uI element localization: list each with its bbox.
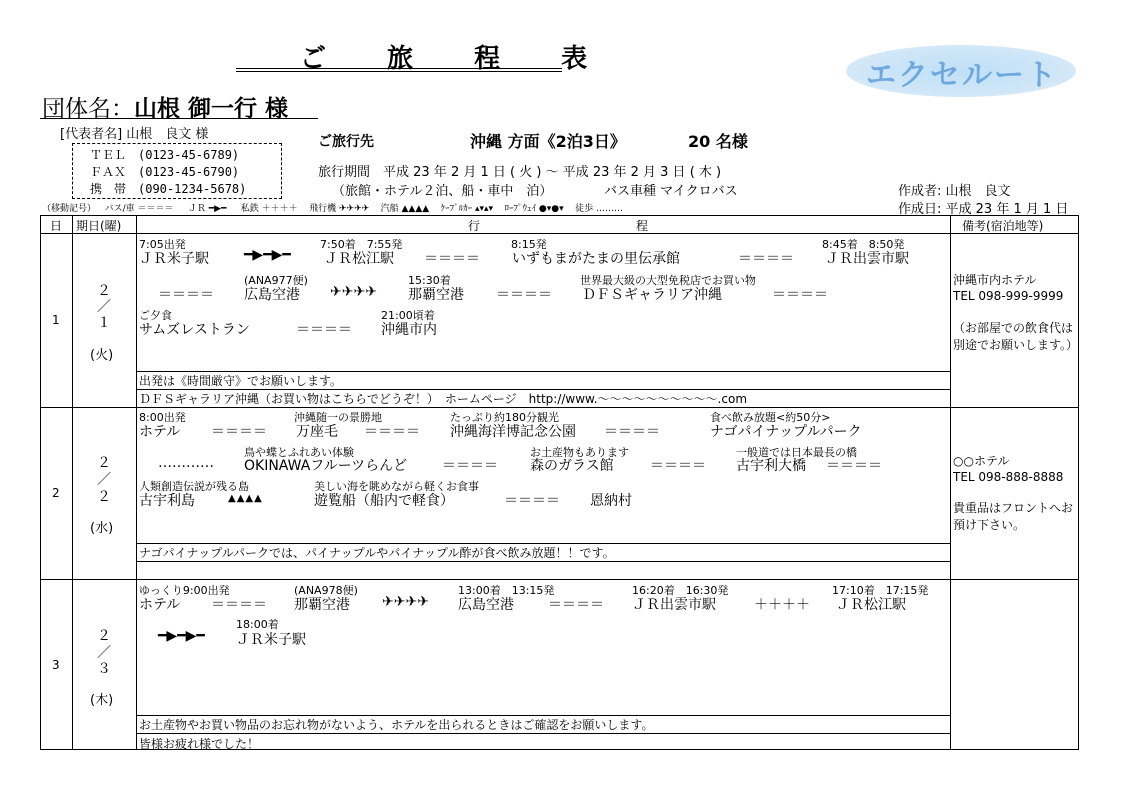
d3-t4: 16:20着 16:30発 [632,584,729,597]
d3-r1f: ＝＝＝＝ [548,597,604,613]
contact-fax: ＦＡＸ (0123-45-6790) [90,165,240,179]
d1-r3a: サムズレストラン [139,322,250,338]
rep-label: [代表者名] [60,127,123,142]
d2-r2e: ＝＝＝＝ [650,458,706,474]
d2-tel: TEL 098-888-8888 [953,470,1064,484]
ship-icon: ▲▲▲▲ [228,493,263,504]
d3-r2a: ＪＲ米子駅 [236,632,306,648]
day1-weekday: (火) [90,348,114,363]
d2-r2g: ＝＝＝＝ [826,458,882,474]
contact-tel: ＴＥＬ (0123-45-6789) [90,148,240,162]
d2-remark: 貴重品はフロントへお預け下さい。 [953,501,1074,532]
d1-tel: TEL 098-999-9999 [953,289,1064,303]
day1-num: 1 [52,313,60,327]
group-value: 山根 御一行 様 [134,96,289,122]
destination-value: 沖縄 方面《2泊3日》 [470,132,626,151]
header-notes: 備考(宿泊地等) [962,219,1044,233]
d1-note1: 出発は《時間厳守》でお願いします。 [139,374,343,388]
d2-r1b: ＝＝＝＝ [211,424,267,440]
day2-slash: ／ [97,472,111,488]
legend-jr: ＪＲ [187,204,206,214]
d2-r1e: 沖縄海洋博記念公園 [450,424,576,440]
day2-day: ２ [97,489,111,505]
title-underline [236,68,562,69]
d2-t4: 食べ飲み放題<約50分> [710,411,831,424]
d2-r1d: ＝＝＝＝ [364,424,420,440]
d1-remark: （お部屋での飲食代は別途でお願いします。） [953,321,1079,352]
d2-r2f: 古宇利大橋 [736,458,806,474]
contact-mobile: 携 帯 (090-1234-5678) [90,182,247,196]
plane-icon: ✈✈✈✈ [330,284,377,300]
d1-t9: 21:00頃着 [381,309,435,322]
day1-slash: ／ [97,299,111,315]
legend-cable: ｹｰﾌﾞﾙｶｰ [440,204,473,214]
d1-t1: 7:05出発 [139,238,186,251]
d3-t3: 13:00着 13:15発 [458,584,555,597]
d1-r1f: ＪＲ出雲市駅 [825,251,909,267]
created-date: 作成日: 平成 23 年 1 月 1 日 [898,202,1069,217]
day3-slash: ／ [97,645,111,661]
jr-arrow-icon: ━▶━▶━ [244,247,291,263]
d1-t4: 8:45着 8:50発 [822,238,905,251]
day3-num: 3 [52,658,60,672]
d1-r2a: ＝＝＝＝ [158,287,214,303]
d2-t1: 8:00出発 [139,411,186,424]
header-day: 日 [50,219,63,233]
legend: （移動記号） バス/車 ＝＝＝＝ ＪＲ ━▶━ 私鉄 ＋＋＋＋ 飛行機 ✈✈✈✈ 汽船 ▲▲▲▲ ｹｰﾌﾞﾙｶｰ ▴▾▴▾ ﾛｰﾌﾟｳｪｲ ●▾●▾ 徒歩 ……… [42,204,623,214]
d2-r2d: 森のガラス館 [530,458,614,474]
plane-icon-2: ✈✈✈✈ [382,594,429,610]
d3-note2: 皆様お疲れ様でした！ [139,737,260,751]
d3-r1h: ＋＋＋＋ [754,597,810,613]
d2-note1: ナゴパイナップルパークでは、パイナップルやパイナップル酢が食べ飲み放題！！です。 [139,546,615,560]
d2-t8: 人類創造伝説が残る島 [139,480,249,493]
d1-r3b: ＝＝＝＝ [296,322,352,338]
d2-r1g: ナゴパイナップルパーク [710,424,862,440]
d3-t6: 18:00着 [236,618,279,631]
jr-arrow-icon-2: ━▶━▶━ [158,628,205,644]
day2-weekday: (水) [90,521,114,536]
day3-weekday: (木) [90,693,114,708]
d3-t5: 17:10着 17:15発 [832,584,929,597]
d2-t5: 鳥や蝶とふれあい体験 [244,446,354,459]
header-itinerary: 行 程 [468,219,649,233]
d3-r1b: ＝＝＝＝ [211,597,267,613]
d2-r2c: ＝＝＝＝ [442,458,498,474]
travel-period: 旅行期間 平成 23 年 2 月 1 日 ( 火 ) ～ 平成 23 年 2 月 3 日 ( 木 ) [318,165,722,180]
author: 作成者: 山根 良文 [898,184,1011,199]
day2-month: ２ [97,455,111,471]
d1-r2g: ＝＝＝＝ [772,287,828,303]
destination-label: ご旅行先 [318,134,374,150]
legend-plane: 飛行機 ✈✈✈✈ [309,204,370,214]
stay-info: （旅館・ホテル２泊、船・車中 泊） [332,184,553,199]
d2-r3a: 古宇利島 [139,493,195,509]
walk-icon: ………… [158,455,214,471]
d1-r2b: 広島空港 [244,287,300,303]
legend-bus: バス/車 ＝＝＝＝ [104,204,174,214]
title-underline-2 [236,71,562,72]
d2-r1f: ＝＝＝＝ [604,424,660,440]
day3-month: ２ [97,628,111,644]
d2-r3b: 遊覧船（船内で軽食） [314,493,454,509]
day3-day: ３ [97,661,111,677]
d2-t3: たっぷり約180分観光 [450,411,559,424]
d1-r2e: ＝＝＝＝ [496,287,552,303]
representative [60,123,208,142]
day2-num: 2 [52,486,60,500]
d2-r1c: 万座毛 [296,424,338,440]
d1-r2d: 那覇空港 [408,287,464,303]
day1-day: １ [97,315,111,331]
bus-type: バス車種 マイクロバス [604,184,738,199]
legend-private: 私鉄 ＋＋＋＋ [240,204,298,214]
d3-r1g: ＪＲ出雲市駅 [632,597,716,613]
legend-title: （移動記号） [42,204,97,214]
party-size: 20 名様 [688,132,748,151]
group-label: 団体名： [42,96,134,122]
d2-r2b: OKINAWAフルーツらんど [244,458,408,474]
d2-r1a: ホテル [139,424,181,440]
d1-note2: ＤＦＳギャラリア沖縄（お買い物はこちらでどうぞ！） ホームページ http://www.～～～～～～～～～～.com [139,392,748,406]
d1-t2: 7:50着 7:55発 [320,238,403,251]
d1-r1d: いずもまがたまの里伝承館 [512,251,680,267]
d3-note1: お土産物やお買い物品のお忘れ物がないよう、ホテルを出られるときはご確認をお願いします。 [139,718,654,732]
logo: エクセルート [866,58,1058,93]
d1-r3c: 沖縄市内 [381,322,437,338]
d1-hotel: 沖縄市内ホテル [953,273,1037,287]
day1-month: ２ [97,283,111,299]
header-date: 期日(曜) [76,219,122,233]
d3-r1a: ホテル [139,597,181,613]
legend-ship: 汽船 [380,204,399,214]
d2-t2: 沖縄随一の景勝地 [294,411,382,424]
d2-hotel: ○○ホテル [953,454,1010,468]
legend-rope: ﾛｰﾌﾟｳｪｲ [504,204,537,214]
d3-t1: ゆっくり9:00出発 [139,584,230,597]
d1-r1c: ＝＝＝＝ [424,251,480,267]
d1-t7: 世界最大級の大型免税店でお買い物 [580,274,756,287]
d3-t2: (ANA978便) [294,584,358,597]
d1-t5: (ANA977便) [244,274,308,287]
d1-t3: 8:15発 [511,238,547,251]
d1-r2f: ＤＦＳギャラリア沖縄 [582,287,722,303]
rep-name: 山根 良文 様 [126,127,209,142]
d2-t9: 美しい海を眺めながら軽くお食事 [314,480,479,493]
d1-r1b: ＪＲ松江駅 [324,251,394,267]
d1-r1a: ＪＲ米子駅 [139,251,209,267]
d2-t6: お土産物もあります [530,446,629,459]
d2-r3d: 恩納村 [590,493,632,509]
page-title: ご 旅 程 表 [300,44,614,74]
d1-t8: ご夕食 [139,309,172,322]
d2-r3c: ＝＝＝＝ [504,493,560,509]
d3-r1i: ＪＲ松江駅 [836,597,906,613]
d3-r1c: 那覇空港 [294,597,350,613]
d3-r1e: 広島空港 [458,597,514,613]
d1-r1e: ＝＝＝＝ [738,251,794,267]
d2-t7: 一般道では日本最長の橋 [736,446,857,459]
d1-t6: 15:30着 [408,274,451,287]
legend-walk: 徒歩 ……… [575,204,623,214]
group-underline [40,118,318,119]
